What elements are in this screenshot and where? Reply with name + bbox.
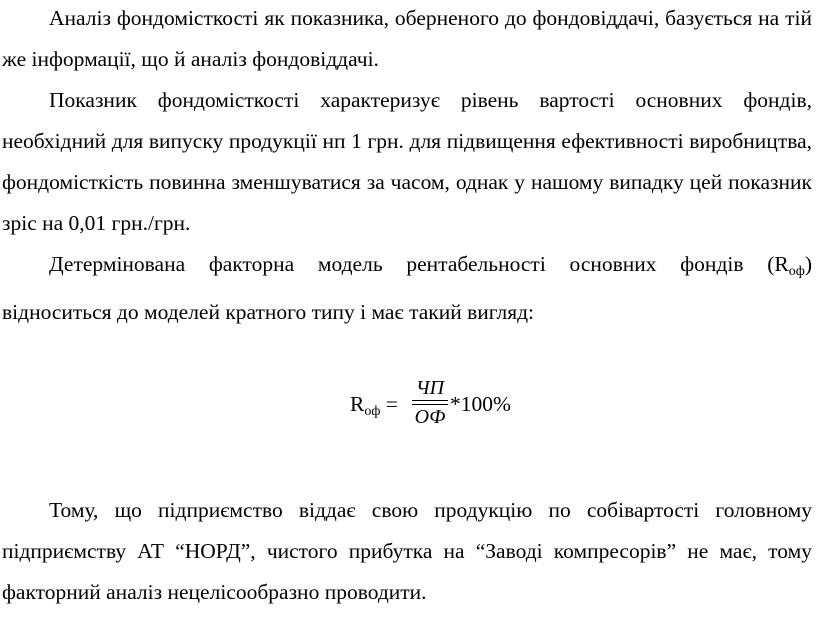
paragraph-factor-model-text-end: ) відноситься до моделей кратного типу і має такий вигляд: xyxy=(2,252,812,324)
paragraph-capital-intensity-intro: Аналіз фондомісткості як показника, оберненого до фондовіддачі, базується на тій же інформації, що й аналіз фондовіддачі. xyxy=(2,6,812,71)
formula-symbol: R xyxy=(350,392,365,416)
formula-symbol-subscript: оф xyxy=(364,404,381,419)
paragraph-factor-model-text-start: Детермінована факторна модель рентабельності основних фондів (R xyxy=(49,252,789,276)
paragraph-factor-model-intro xyxy=(2,244,812,333)
formula-fraction xyxy=(410,376,450,429)
paragraph-capital-intensity-description: Показник фондомісткості характеризує рівень вартості основних фондів, необхідний для випуску продукції нп 1 грн. для підвищення ефективності виробництва, фондомісткість повинна зменшуватися за часом, однак у нашому випадку цей показник зріс на 0,01 грн./грн. xyxy=(2,88,812,235)
formula-right-side: *100% xyxy=(450,392,511,416)
formula-numerator: ЧП xyxy=(415,377,445,399)
formula-denominator: ОФ xyxy=(414,406,446,428)
paragraph-conclusion: Тому, що підприємство віддає свою продукцію по собівартості головному підприємству АТ “НОРД”, чистого прибутка на “Заводі компресорів” не має, тому факторний аналіз нецелісообразно проводити. xyxy=(2,498,812,604)
formula-left-side xyxy=(350,392,398,420)
formula-equals: = xyxy=(380,392,398,416)
rof-subscript: оф xyxy=(788,264,805,279)
